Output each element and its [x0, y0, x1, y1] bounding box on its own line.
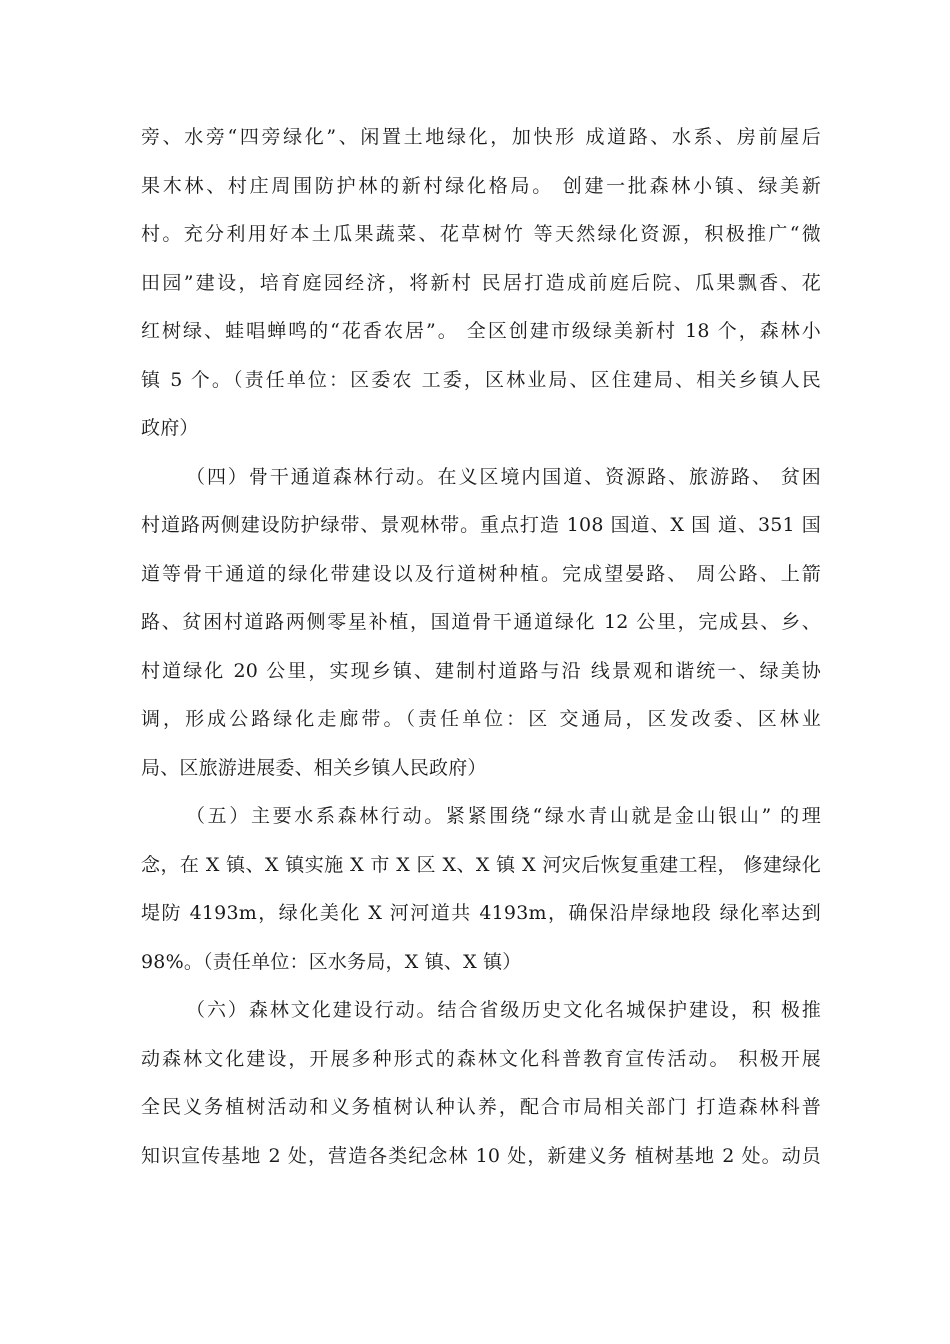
text-line: 98%。（责任单位：区水务局，X 镇、X 镇）: [141, 951, 522, 973]
text-line: 知识宣传基地 2 处，营造各类纪念林 10 处，新建义务 植树基地 2 处。动员: [141, 1145, 821, 1167]
text-line: 调，形成公路绿化走廊带。（责任单位：区 交通局，区发改委、区林业: [141, 708, 821, 730]
paragraph-heading-line: （四）骨干通道森林行动。在义区境内国道、资源路、旅游路、 贫困: [186, 466, 821, 488]
text-line: 果木林、村庄周围防护林的新村绿化格局。 创建一批森林小镇、绿美新: [141, 175, 821, 197]
text-line: 堤防 4193m，绿化美化 X 河河道共 4193m，确保沿岸绿地段 绿化率达到: [141, 902, 821, 924]
text-line: 旁、水旁“四旁绿化”、闲置土地绿化，加快形 成道路、水系、房前屋后: [141, 126, 821, 148]
text-line: 政府）: [141, 417, 199, 439]
text-line: 局、区旅游进展委、相关乡镇人民政府）: [141, 757, 487, 779]
paragraph-heading-line: （六）森林文化建设行动。结合省级历史文化名城保护建设，积 极推: [186, 999, 821, 1021]
paragraph-heading-line: （五）主要水系森林行动。紧紧围绕“绿水青山就是金山银山” 的理: [186, 805, 821, 827]
text-line: 全民义务植树活动和义务植树认种认养，配合市局相关部门 打造森林科普: [141, 1096, 821, 1118]
text-line: 道等骨干通道的绿化带建设以及行道树种植。完成望晏路、 周公路、上箭: [141, 563, 821, 585]
text-line: 村道绿化 20 公里，实现乡镇、建制村道路与沿 线景观和谐统一、绿美协: [141, 660, 821, 682]
text-line: 田园”建设，培育庭园经济，将新村 民居打造成前庭后院、瓜果飘香、花: [141, 272, 821, 294]
text-line: 红树绿、蛙唱蝉鸣的“花香农居”。 全区创建市级绿美新村 18 个，森林小: [141, 320, 821, 342]
text-line: 念，在 X 镇、X 镇实施 X 市 X 区 X、X 镇 X 河灾后恢复重建工程， 修建绿化: [141, 854, 821, 876]
text-line: 路、贫困村道路两侧零星补植，国道骨干通道绿化 12 公里，完成县、乡、: [141, 611, 821, 633]
text-line: 镇 5 个。（责任单位：区委农 工委，区林业局、区住建局、相关乡镇人民: [141, 369, 821, 391]
text-line: 村道路两侧建设防护绿带、景观林带。重点打造 108 国道、X 国 道、351 国: [141, 514, 821, 536]
text-line: 动森林文化建设，开展多种形式的森林文化科普教育宣传活动。 积极开展: [141, 1048, 821, 1070]
text-line: 村。充分利用好本土瓜果蔬菜、花草树竹 等天然绿化资源，积极推广“微: [141, 223, 821, 245]
